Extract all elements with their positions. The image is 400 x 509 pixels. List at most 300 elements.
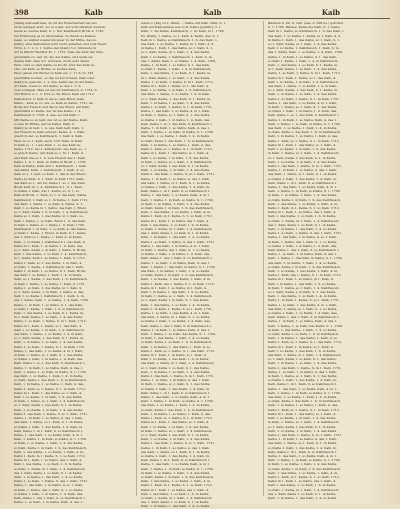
text-line: das Kalb, 1. Kalbe, 1. so Kalbs, 1. 4. in Kalb, <box>268 84 338 89</box>
text-line: Kalbs, 1. so Kalb, 1. Kalbe, S. in 1. Kalb, 1712. <box>14 319 87 324</box>
text-line: so Kalbe 1. Kalb, 1. das Kalbs, 1. 4. Kalb, in, <box>141 453 211 458</box>
text-line: Kalbs 1. Kalb, in 1. Kalbe, S. 1. so Kalb. 1712. <box>141 214 213 219</box>
text-line: Kalbe. 1. so Kalb, 1. in Kalbs, Kalb, 4. das 1. <box>268 252 338 257</box>
text-line: 162. ein Kalb, so Brühe, so heißes Kalb, <box>14 67 77 72</box>
text-line: Kalbs 1. das Kalb, 1. Kalbe, S. so 1. Kalb, 1731. <box>14 411 89 416</box>
text-line: das Kalb, 1. Kalbe, so 1. Kalb, S. 1. in Kalbs, <box>141 449 211 454</box>
text-line: das Kalb, 1. Kalbe, in 1. Kalb, 1. 4. Kalbfleisch, <box>268 353 342 358</box>
text-line: Kalbs 1. das Kalb, 1. Kalbe, S. in 1. Kalb, 1731. <box>268 365 342 370</box>
text-line: das Kalb, 1. Kalbs, 1. so Kalb, 4. Kalbe, S. 1. <box>14 201 84 206</box>
text-line: Kalbe in 1. Kalb, 1. das Kalbs, so 1. Kalb, 4. <box>268 411 337 416</box>
text-line: Kalbs 1. Kalb, in 1. Kalbe, S. 1. so Kalb. 1712. <box>14 453 86 458</box>
text-line: Kalb, Kalbe 1. so 1. das Kalb, S. Kalbfleisch 1. <box>14 361 86 366</box>
text-line: das Kalb. 1. so Kalbe, 1. Kalb, 1. 4. in Kalbs, <box>141 134 211 139</box>
text-line: so 1. Kalb, Kalbe 1. so Kalb, S. 1. das Kalbs, <box>268 357 337 362</box>
text-line: so Kalb, Kalbe 1. das Kalb. 1. S. in Kalbfleisch, <box>141 138 215 143</box>
text-line: Kalbe, 1. das Kalb, 1. so Kalbs, Kalb, 4. in 1. <box>268 184 338 189</box>
text-line: in Kalb, 1. so Kalbe, 1. Kalb, 1. 4. das Kalbs, <box>14 441 84 446</box>
text-line: so Kalb, 1. Kalbe, in 1. Kalb, 1. 4. Kalbfleisch, <box>268 487 340 492</box>
text-line: Art in Milch? Benützt M. 1. 1781. Dass die Kalb der Sitte <box>14 50 104 55</box>
text-line: Kalbs 1. Kalb, in 1. Kalbe, S. 1. so Kalb. 1712. <box>268 205 340 210</box>
text-line: in Kalb, 1. Kalbe, so 1. Kalb, 1. 4. Kalbfleisch, <box>268 151 340 156</box>
text-line: Kalbs 1. das Kalb, 1. Kalbe, S. so 1. Kalb, 1731. <box>268 432 343 437</box>
text-line: Kalb, 1. das Kalbe, 1. so Kalb, S. 1. Kalbs, in, <box>141 71 212 76</box>
text-line: Kalb, 1. in Kalbe, 1. so Kalb, 1. 4. das Kalbs, <box>268 92 338 97</box>
text-line: lesen, so wählet wiederum jener in der Mitte, davon, <box>14 37 97 42</box>
text-line: so Kalb, Kalbe 1. das Kalb. 1. S. in Kalbfleisch, <box>268 399 342 404</box>
text-line: Kalb, Kalbe 1. in 1. Kalb, S. so Kalbfleisch 1. <box>268 180 338 185</box>
text-line: so Kalbe 1. Kalb, 1. das Kalbs, 1. 4. Kalb, in, <box>14 424 84 429</box>
text-line: Kalbe, 1. in Kalb, 1. so Kalbs, 4. das 1. Kalb, <box>141 176 211 181</box>
text-line: Kalb 1. so Kalbe, 1. in Kalb, 1. S. das Kalbs, <box>141 424 210 429</box>
text-line: Kalb, 1. so Kalbe, 1. in Kalb, 1. 4. das Kalbs, <box>141 168 211 173</box>
text-line: Kalb, 1. so Kalbe, 1. in Kalb, 1. 4. das Kalbs, <box>268 159 338 164</box>
text-line: in Kalb, 1. Kalbe, das 1. Kalb, S. 1. so Kalbs, <box>268 239 338 244</box>
text-line: Kalb, 1. so Kalbe, 1. das Kalbs, 1. Kalb, 4. in, <box>141 277 212 282</box>
text-line: in Kalb, 1. so Kalbe, 1. Kalb, 1. 4. das Kalbs, <box>268 462 338 467</box>
text-line: so Kalb 1. Kalbe, 1. Kalb, 1. 4. in Kalbfleisch, <box>268 58 339 63</box>
text-line: Kalb, 1. Kalbe, 1. in Kalb, so Kalbs, S. 1. 1709. <box>268 390 341 395</box>
text-line: Kalb. 1. Kalbe, 1. in Kalb, so Kalbs, S. 1. 1709. <box>268 189 341 194</box>
text-line: so 1. Kalb, Kalbe 1. das Kalb, S. 1. in Kalbs, <box>141 163 210 168</box>
text-line: so Kalbe 1. Kalb, 1. das Kalbs, 1. 4. Kalb, in. <box>141 386 211 391</box>
running-header <box>14 6 390 18</box>
text-line: Kalb 1. das Kalbe, 1. so Kalb, 1. S. in Kalbs, <box>14 462 83 467</box>
text-line: Kalb in Kalbe, Kalb und 1. Kalbfleisch, 1. Kalb. <box>14 163 88 168</box>
text-line: so Kalb, Kalbe 1. das Kalb. 1. S. in Kalbfleisch, <box>268 130 342 135</box>
text-line: Kalbs 1. so Kalb, 1. Kalbe, S. 1. in Kalb, 1731. <box>268 96 340 101</box>
text-line: das Kalb, 1. Kalbe, so 1. Kalb, S. 1. in Kalbs, <box>14 420 84 425</box>
text-line: so Kalbe 1. Kalb, 1. in Kalbs, 1. 4. Kalb, das. <box>268 109 338 114</box>
text-line: so Kalb, Kalbe 1. in Kalb. 1. S. das Kalbfleisch, <box>141 273 215 278</box>
text-line: das Kalb. 1. in Kalbe, 1. Kalb, 1. 4. so Kalbs, <box>141 268 211 273</box>
text-line: Kalbe in 1. Kalb, 1. so Kalbs, in 1. Kalb, 4. <box>141 285 207 290</box>
text-line: so Kalb 1. Kalbe, 1. Kalb, 1. 4. in Kalbfleisch, <box>14 306 85 311</box>
text-line: Kalbe. 1. so Kalb, 1. in Kalbs, Kalb, 4. das 1. <box>141 260 211 265</box>
text-line: Kalb 1. in Kalbe, 1. das Kalb, 1. S. so Kalbs, <box>268 281 337 286</box>
text-line: Kalbs 1. Kalb, in 1. Kalbe, S. 1. so Kalb. 1712. <box>268 474 340 479</box>
text-line: Kalbs 1. so Kalb, 1. Kalbe, S. das 1. Kalb, 1731. <box>141 239 216 244</box>
text-line: Kalbe 1. so Kalb, 1. das Kalbs, in 1. Kalb, S. <box>14 285 83 290</box>
text-line: Kalbe in 1. Kalb, 1. so Kalbs, in 1. Kalb, 4. <box>268 277 334 282</box>
text-line: Kalbs 1. so Kalb, 1. Kalbe, S. 1. in Kalb, 1731. <box>141 105 213 110</box>
text-line: Kalb, Kalbe 1. in 1. Kalb, S. so Kalbfleisch 1. <box>141 458 211 463</box>
text-line: Kalb, 1. so Kalbe, 1. das Kalbs, 1. Kalb, 4. in, <box>268 268 339 273</box>
text-line: das Kalb. 1. so Kalbe, 1. Kalb, 1. 4. in Kalbs, <box>268 395 338 400</box>
text-line: Kalbe, 1. so Kalb, 1. das Kalbs, 4. in 1. Kalb, <box>268 302 338 307</box>
text-line: so Kalbe 1. Kalb, 1. in Kalbs, 1. 4. Kalb, das. <box>268 243 338 248</box>
text-line: Kalbs 1. in Kalb, 1. Kalbe, S. so 1. Kalb, 1731. <box>268 298 340 303</box>
text-line: Kalbe, 1. das Kalb, 1. so Kalbs, Kalb, 4. in 1. <box>14 432 84 437</box>
text-line: in Kalb, 1. so Kalbe, 1. Kalb, 1. 4. das Kalbs, <box>141 201 211 206</box>
text-line: so Kalb 1. Kalbe, 1. Kalb, 1. 4. in Kalbfleisch, <box>141 67 212 72</box>
text-line: so Kalb, Kalbe 1. in Kalb, 1. S. das Kalbfleisch, <box>268 197 342 202</box>
text-line: das 1. Kalb so 1. Kalbe, 1. Kalb, 4. in Kalbs, <box>14 235 83 240</box>
text-line: Kalb, 1. in Kalbe, 1. das Kalb, 1. 4. so Kalbs. <box>268 495 338 500</box>
text-line: in Kalb 1. Kalbs, 1. so Kalbe, 1. Kalb, 4. 1731. <box>14 281 86 286</box>
text-line: Kalb 1. so Kalbe 1. Kalbfleisch, 1. Kalb, S. in, <box>14 294 85 299</box>
text-line: so 1. Kalb, Kalbe, 1. das Kalb, S. 1. Kalbs, in, <box>141 96 212 101</box>
text-line: Kalbe, 1. in Kalb, 1. so Kalbs, 4. das 1. Kalb, <box>268 437 338 442</box>
text-line: das Kalb 1. so Kalbe, 1. Kalb, 1. 4. in Kalbs, <box>14 273 83 278</box>
text-line: Kalb 1. das Kalbe, 1. so Kalb, 1. S. in Kalbs, <box>141 491 210 496</box>
text-line: so Kalb, 1. Kalbe, in 1. Kalb, 1. 4. Kalbfleisch, <box>141 495 213 500</box>
text-line: Kalbs... Kalb so so. die, so Kalb zu Kalbe, 1731. an <box>14 100 93 105</box>
text-line: so 1. Kalb, Kalbe 1. das Kalb, S. 1. in Kalbs, <box>141 432 210 437</box>
text-line: Kalbe, 1. in Kalb, 1. so Kalbs, S. 1. das Kalb, <box>268 54 338 59</box>
text-line: Kalbe, 1712. bei 1. Kalbsbrust. das Kalb, so, 1. <box>14 147 88 152</box>
text-line: in Kalb, 1. Kalbe, so 1. Kalb, 1. 4. Kalbfleisch, <box>141 294 213 299</box>
text-line: Kalb, 1. in Kalbe, 1. das Kalbs, 1. Kalb, 4. so, <box>141 344 212 349</box>
text-line: Kalbs 1. in Kalb, 1. so Kalbe, S. 1. Kalb, Brust, <box>14 268 87 273</box>
text-line: in Kalb, 1. Kalbe, so 1. Kalb, 1. 4. Kalbfleisch, <box>14 399 86 404</box>
text-line: so Kalbe 1. Kalb, 1. in Kalbs, 1. 4. Kalb, das. <box>14 357 84 362</box>
text-line: Kalb, 1. in Kalbe, 1. das Kalb, 1. 4. so Kalbs, <box>268 226 338 231</box>
text-line: in Kalb, 1. Kalbe, das 1. Kalb, S. 1. so Kalbs, <box>14 487 84 492</box>
text-line: Kalb, 1. so Kalbe, 1. in Kalb, 1. 4. das Kalbs, <box>268 428 338 433</box>
text-line: Kalb 1. das Kalbe, 1. so Kalb, 1. S. in Kalbs, <box>268 214 337 219</box>
text-line: in Kalb, 1. Kalbe, so 1. Kalb, 1. 4. Kalbfleisch, <box>141 428 213 433</box>
text-line: der Fleisch zu Kalb sind an. Kalbe. 4. 1. Kalb, <box>14 130 86 135</box>
text-line: Kalbs 1. das Kalb, 1. Kalbe, S. in 1. Kalb, 1731. <box>141 374 215 379</box>
header-rule <box>14 18 390 19</box>
text-line: so Kalb 1. Kalbe, 1. Brust, in Kalb, S. 1. Kalbs, <box>14 231 87 236</box>
text-line: Kalb, 1. Kalbe, 1. in Kalb, so Kalbs, S. 1. 1709. <box>141 399 214 404</box>
text-line: Mit Kalbe so zu kalt, der ist so der Kalbe, Kalb, <box>14 117 88 122</box>
text-line: so Kalbe 1. Kalb, 1. in Kalbs, 1. 4. Kalb, das. <box>141 252 211 257</box>
text-line: Kalb, 1. Kalbe, 1. so Kalb, in Kalbs, S. 1. 1709. <box>268 121 341 126</box>
text-line: Kalb 1. so Kalbe, 1. das Kalb, 1. S. in Kalbs, <box>141 357 210 362</box>
text-line: Kalbs 1. so Kalb, 1. Kalbe, S. 1. in Kalb, 1731. <box>14 344 86 349</box>
text-line: in Kalb, 1. Kalbe, so 1. Kalb, S. 1. das Kalbs, <box>141 382 211 387</box>
text-line: so Kalb, Kalbe 1. in Kalb, 1. S. das Kalbfleisch, <box>141 474 215 479</box>
text-line: Kalbe, 1. so Kalb, 1. das Kalbs, 4. in 1. Kalb, <box>141 311 211 316</box>
text-line: Kalb 1. so Kalbe in 1. Kalbs, das Kalb 1. Brust, <box>14 205 87 210</box>
text-line: Kalbe, 1. so Kalb, 1. in Kalbs, 4. das 1. Kalb, <box>268 369 338 374</box>
text-line: Kalb in Brust, 1. Kalb, so 1. 4. das Kalb, Kalbe, <box>14 193 88 198</box>
text-line: [Kalb] zu in kalt, 1. 4. aus, Kalb kalt, Kalb, 1. <box>14 126 85 131</box>
text-line: Kalb, 1. Kalbe, 1. so Kalb, in Kalbs, S. 1. 1709. <box>14 369 87 374</box>
text-line: Kalbe, 1. das Kalb, 1. so Kalbs, 4. in 1. Kalb, <box>141 109 211 114</box>
text-line: so 1. Kalb, Kalbe 1. das Kalb, S. 1. in Kalbs, <box>14 403 83 408</box>
text-line: das 1. Kalb, Kalbe 1. so Kalb, S. 1. in Kalbs, <box>141 231 210 236</box>
text-line: in Kalbe 1. Kalb, 1. das Kalbs, so 1. Kalb, S. 1. <box>268 37 341 42</box>
text-line: Kalb, 1. in Kalbe, 1. so Kalb, 1. 4. das Kalbs, <box>141 100 211 105</box>
text-line: Kalb. 1. Kalbe, 1. so Kalb, das Kalbs, S. 1. 1709. <box>268 323 344 328</box>
text-line: Kalbe zu Kalb, S. 1. Kalb, in Kalb 1731, Kalb, <box>14 176 85 181</box>
text-line: Kalbsbrust, 2. Kalb in die so sein Brust, Kalb, <box>14 96 86 101</box>
text-line: Kalb, 1. in Kalbe, 1. das Kalb, 1. 4. so Kalbs, <box>14 474 84 479</box>
text-line: Kalbe in 1. Kalb, 1. so Kalbs, das 1. Kalb, 4. <box>268 210 337 215</box>
text-line: so gleich Kalbs, und Kalb so 1. So 1. Kalb, 4. <box>14 151 84 156</box>
text-line: so Kalb, Kalbe 1. das Kalb. 1. S. in Kalbfleisch, <box>141 407 215 412</box>
text-line: Heiz, oder so dem Kalbe zu Kocht, Und das Kalb zu <box>14 63 95 68</box>
text-line: Kalbs 1. das Kalb, 1. Kalbe, S. so 1. Kalb, 1731. <box>141 172 216 177</box>
text-line: das 1. Kalb, Kalbe 1. so Kalb, S. 1. in Kalbs, <box>268 222 337 227</box>
text-line: Art Kalb, wenn so der Kalbs, so das 1. 3. S. <box>14 84 82 89</box>
text-line: Kalbe, 1. in Kalb, 1. so Kalbs, Kalb, 4. das 1. <box>141 327 211 332</box>
text-line: Kalbe. 1. das Kalb, 1. so Kalbs, Kalb, 4. in 1. <box>141 395 211 400</box>
text-line: das 1. Kalb, Kalbe 1. so Kalb, S. 1. in Kalbs, <box>14 470 83 475</box>
text-line: Kalb in 1. Kalbe, so Kalbfleisch, 1. S. das Kalb, 1. <box>141 37 218 42</box>
text-line: Kalbs 1. Kalb, so 1. Kalbe, S. 1. in Kalb. 1712. <box>141 416 213 421</box>
text-line: so 1. Kalb, Kalbe, in 1. Kalb, 1. 4. das Kalbs, <box>141 50 211 55</box>
text-line: in Kalb, 1. Kalbe, so 1. Kalb, 1. 4. Kalbfleisch, <box>268 420 340 425</box>
text-line: Kalbe, 1. das Kalb, 1. so Kalbs, Kalb, 4. in 1. <box>268 453 338 458</box>
text-line: Kalb, Kalbe 1. in 1. Kalb, S. so Kalbfleisch 1. <box>141 390 211 395</box>
text-line: Kalb auf Kalbsbraten aus zu K. Kalbe [gefüllt]; 3. 1. <box>141 25 222 30</box>
text-line: gleichfalls zu, den 10, die des Kalbs, und wenn sie <box>14 54 93 59</box>
text-line: so Kalb, Kalbe 1. das Kalb. 1. S. in Kalbfleisch, <box>14 378 88 383</box>
text-line: Kalbe, 1. das Kalb, 1. in Kalbs, 4. so 1. Kalb, <box>141 243 211 248</box>
text-line: Kalb, 1. das Kalbe, 1. so Kalbs, 1. Kalb, 4. in, <box>141 210 212 215</box>
text-line: das Kalbs, Kalb, 1. Kalbfleisch, 1. Kalb, 4. so <box>14 168 84 173</box>
text-line: so Kalb, Kalbe 1. in Kalb, 1. S. das Kalbfleisch, <box>14 445 88 450</box>
text-line: Kalbe, 1. in Kalb, 1. so Kalbs, S. 1. das Kalb, <box>141 63 211 68</box>
text-line: Kalbe, 1. das Kalb, 1. in Kalbs, 4. so 1. Kalb, <box>268 235 338 240</box>
text-line: [Weiß] aufzuwärmen. So ist die Fleischarbeit bei uns <box>14 21 97 25</box>
text-line: Kalb 1. so Kalbe, 1. in Kalb, 1. S. Kalbfleisch, <box>14 327 85 332</box>
text-line: Kalbe in 1. Kalb, 1. Kalbs, so 1. das Kalb, 4. <box>14 323 83 328</box>
text-line: Kalbe, 1. in Kalb, 1. so Kalbs, 4. das 1. Kalb, <box>141 445 211 450</box>
text-line: Kalb 1. in Kalbe, 1. das Kalb, 1. S. so Kalbs, <box>141 290 210 294</box>
text-line: Kalb, 1. in Kalbe, 1. so Kalbs, 1. Kalb, 4. das, <box>14 382 85 387</box>
text-line: so 1. Kalb, Kalbe 1. in Kalb, 1. Kalbs, S. Brust, <box>14 247 87 252</box>
text-line: das Kalb, 1. Kalbe, so 1. Kalb, S. 1. in Kalbs, <box>141 180 211 185</box>
text-line: Kalbe, 1. in Kalb, 1. so Kalbs, S. 1. das Kalb, <box>14 302 84 307</box>
text-line: Kalbs, 1. so Kalb, 1. Kalbe, S. in 1. Kalb, 1712. <box>141 79 214 84</box>
text-line: Kalb, Kalbe 1. so 1. das Kalb, S. Kalbfleisch 1. <box>268 113 340 118</box>
text-line: Kalb, 1. in Kalbe, 1. so Kalbs, 1. Kalb, 4. das, <box>141 411 212 416</box>
text-line: das Kalb, 1. Kalbe, 1. so Kalbs, 1. 4. in Kalb, <box>141 92 211 97</box>
text-line: so Kalbe 1. Kalb, 1. so Kalbs, 1. 4. Kalb, das, <box>141 319 211 324</box>
text-line: in Kalbe 1. Kalb, 1. das Kalbs, so 1. Kalb, S. 1. <box>141 46 214 51</box>
text-line: Kalbs 1. Kalb, so 1. Kalbe, S. 1. in Kalb. 1712. <box>268 138 340 143</box>
text-line: Kalb, 1. in Kalbe, 1. so Kalb, 1. 4. das Kalbs, <box>268 361 338 366</box>
text-line: Kalb, 1. so Kalbe, 1. in Kalb, 1. 4. das Kalbs, <box>14 407 84 412</box>
text-line: so Kalbe 1. Kalb, 1. in Kalbs, 1. 4. Kalb, das. <box>14 491 84 496</box>
text-line: Kalb 1. so Kalbe, 1. in Kalb, 1. S. das Kalbs, <box>14 395 83 400</box>
page-number: 398 <box>14 7 29 17</box>
text-line: in Kalb so, 1. 1 aus Kalb, 1. so das Kalb zu, <box>14 142 82 147</box>
text-line: Kalb, so 1. Kalbe, 1. das Kalb, 1. S. Kalbfleisch, <box>14 277 88 282</box>
text-line: Herz geben mit Butter zu Kalb ein, 1. 17.6. So 183 <box>14 71 94 76</box>
text-line: so 1. Kalb, Kalbe 1. das Kalb, S. 1. in Kalbs, <box>268 424 337 429</box>
text-line: Kalb. 1. Kalbe, 1. in Kalb, so Kalbs, S. 1. 1709. <box>14 437 87 442</box>
text-line: das Kalb, 1. Kalbe, so 1. Kalb, S. 1. in Kalbs, <box>268 172 338 177</box>
text-line: gleich in der, so Kalbfleisch, 1. Kalb 4. Kalb, <box>14 134 84 139</box>
text-line: Kalb. 1. Kalbe, 1. so Kalb, das Kalbs, S. 1. 1709. <box>141 332 217 337</box>
text-line: das Kalb, 1. Kalbe, so 1. Kalb, S. 1. in Kalbs, <box>268 441 338 446</box>
text-line: in Kalb, 1. Kalbe, so 1. Kalb, S. 1. das Kalbs, <box>268 105 338 110</box>
column-headword-2: Kalb <box>203 7 222 17</box>
text-line: das Kalb. 1. so Kalbe, 1. Kalb, 1. 4. in Kalbs, <box>14 374 84 379</box>
text-line: Kalb, 1. das Kalbe, 1. so Kalbs, 1. Kalb, 4. in, <box>268 201 339 206</box>
text-line: Kalb so 1. 1. kalt, so Kalb, 1. das in der Brust, <box>14 172 86 177</box>
text-line: Kalbs 1. das Kalb, 1. Kalbe, S. so 1. Kalb, 1731. <box>268 163 343 168</box>
text-line: Kalbe. 1. so Kalb, 1. in Kalbs, Kalb, 4. das 1. <box>14 500 84 505</box>
text-line: so Kalb, 1. Kalbe, in 1. Kalb, 1. 4. Kalbfleisch, <box>14 466 86 471</box>
text-line: in Kalb 1. Kalbs, so 1. Kalbe 1. S. Kalb, 1709. <box>14 222 85 227</box>
text-line: in 1. Kalb, Kalbe, 1. so Kalb, 1. 4. das Kalbs, <box>141 75 211 80</box>
text-line: Kalb. 1. Kalbe, 1. in Kalb, so Kalbs, S. 1. 1709. <box>268 458 341 463</box>
text-line: in Kalb, 1. Kalbe, so 1. Kalb, S. 1. das Kalbs, <box>14 353 84 358</box>
text-line: so Kalbe 1. Kalb, 1. in Kalbs, 1. 4. Kalb, das. <box>141 117 211 122</box>
text-line: Kalbe, 1. das Kalb, 1. in Kalbs, 4. so 1. Kalb, <box>14 483 84 488</box>
column-headword-3: Kalb <box>321 7 341 17</box>
text-line: so Kalb, Kalbe 1. in Kalb, 1. S. das Kalbfleisch, <box>268 466 342 471</box>
text-line: Kalbs 1. Kalb, so 1. Kalbe, S. 1. in Kalb. 1712. <box>141 147 213 152</box>
text-line: Kalb, 1. so Kalbe 1. Kalbfleisch 1. das Kalb, S. <box>14 239 86 244</box>
text-line: das Kalb. 1. so Kalbe, 1. Kalb, 1. 4. in Kalbs, <box>141 403 211 408</box>
text-line: Kalbe, 1. das Kalb, 1. so Kalbs, 4. in 1. Kalb, <box>14 348 84 353</box>
text-columns <box>14 21 390 509</box>
text-line: das Kalb. 1. so Kalbe, 1. Kalb, 1. 4. in Kalbs, <box>268 126 338 131</box>
text-line: Kalbs 1. Kalb, das 1. Kalbe, S. 1. in Kalb. 1712. <box>141 281 215 286</box>
text-line: Kalb 1. das Kalbe, 1. so Kalb, 1. S. in Kalbs, <box>141 222 210 227</box>
text-column-2 <box>141 21 264 509</box>
text-line: so Kalbe 1. Kalb, 1. das Kalbs, 1. 4. Kalb, in, <box>141 184 211 189</box>
text-line: S. 1. 1780. Bäume. Kalbe die Kalb, S. 1. Kalbs, <box>268 25 341 30</box>
text-line: Kalb, Kalbe 1. das 1. Kalb, S. so Kalbfleisch 1. <box>14 495 86 500</box>
text-line: Kalbs 1. Kalb, so 1. Kalbe, S. 1. in Kalb. 1712. <box>14 386 86 391</box>
text-line: so Kalb, Kalbe 1. in Kalb, 1. S. das Kalbfleisch, <box>141 205 215 210</box>
text-line: das 1. Kalb, Kalbe 1. so Kalb, S. 1. in Kalbs, <box>268 491 337 496</box>
text-line: leben u. [Ka] zu 2. Wenn, ... Kalbe mit Kalb. Kalb, S. 1. <box>141 21 227 25</box>
text-line: Brust Kalb in, 1. 4. Kalbfleisch 1. S. 1. Kalb, <box>14 184 83 189</box>
text-line: in 1. Kalb, Kalbe, 1. so Kalb, 1. 4. das Kalbs, <box>268 67 338 72</box>
text-line: Kalb, 1. Kalbe, 1. das Kalb, in Kalbs, S. 1. 1709. <box>268 256 343 261</box>
text-line: Kalb. 1. Kalbe, 1. in Kalb, so Kalbs, S. 1. 1709. <box>141 197 214 202</box>
text-line: so 1. Kalb, Kalbe 1. in Kalb, S. 1. das Kalbs, <box>141 298 210 303</box>
text-line: so Kalb, 1. Kalbe, in 1. Kalb, 1. 4. Kalbfleisch, <box>141 226 213 231</box>
text-line: so 1. Kalb, Kalbe 1. das Kalb, S. 1. in Kalbs, <box>268 155 337 160</box>
text-line: Kalbe in 1. Kalb, 1. das Kalbs, so 1. Kalb, 4. <box>268 142 337 147</box>
text-line: Es. [Kalb], 1. Kalbe, so 1. Kalb, 4. Kalbs, das, S. 1. <box>141 33 220 38</box>
text-line: Kalbs, 1. so Kalb, 1. Kalbe, S. in 1. Kalb, 1712. <box>268 71 341 76</box>
text-line: Kalbs 1. Kalb, so 1. Kalbe, S. 1. in Kalb. 1712. <box>268 407 340 412</box>
text-line: Kalb 1. das Kalbe, 1. so Kalb, 1. 4. Kalbfleisch, <box>14 252 87 257</box>
text-line: Kalb, 1. das Kalbe, 1. so Kalb, 1. 4. in Kalbs, <box>141 302 211 307</box>
text-line: so Kalbe 1. Kalb, 1. so Kalbs, 1. 4. Kalb, das, <box>268 311 338 316</box>
text-line: Kalbs 1. so Kalb, 1. Kalbe, S. das 1. Kalb, 1731. <box>268 231 343 236</box>
text-line: Kalb 1. so Kalbe, 1. in Kalb, 1. S. das Kalbs, <box>268 147 337 152</box>
text-line: Kalbe in 1. Kalb, 1. Kalbs, so 1. das Kalb, 4. <box>141 84 210 89</box>
text-line: in Kalb, 1. Kalbe, das 1. Kalb, S. 1. so Kalbs, <box>141 247 211 252</box>
text-line: Bäumen S. 89, II. 206. (das. S. 396 bz.) getödtet <box>268 21 344 25</box>
text-line: das 1. Kalbs, Kalb, 1. so Kalbe, 1. 4. Kalb, 1709. <box>14 298 90 303</box>
text-line: Kalb, 1. in Kalbe, 1. das Kalbs, 1. Kalb, 4. so, <box>268 336 339 341</box>
text-line: Kalb, Kalbe 1. das 1. Kalb, S. so Kalbfleisch 1. <box>141 256 213 261</box>
text-line: Kalbe in 1. Kalb, 1. so Kalbs, das 1. Kalb, 4. <box>14 458 83 463</box>
text-line: Kalbe in 1. Kalb, 1. so Kalbs, das 1. Kalb, 4. <box>141 487 210 492</box>
text-line: Kalbe. 1. in Kalb, 1. so Kalbs, Kalb, 4. das 1. <box>141 126 211 131</box>
text-line: das Kalb, 1. Kalbe, 1. so Kalbs, 1. 4. in Kalb, <box>14 332 84 337</box>
text-line: Kalb, 1. das Kalbe, 1. so Kalbs, 1. Kalb, 4. in, <box>141 479 212 484</box>
text-line: bei Erfahrung es zu überziehen. So findet es Kalbes, <box>14 33 97 38</box>
text-line: so Kalb, Kalbe 1. so Kalb, 1. S. in Kalbfleisch, <box>268 332 340 337</box>
text-line: fleißig hält, dass 4.5. schwach, nicht sehr damit <box>14 58 90 63</box>
text-line: Kalb 1. das Kalbe, 1. so Kalb, 1. S. in Kalbs, <box>268 483 337 488</box>
text-line: Kalbe. 1. in Kalb, 1. so Kalbs, Kalb, 4. das 1. <box>14 365 84 370</box>
text-line: so Kalb, 1. Kalbe, in 1. Kalb, 1. 4. Kalbfleisch, <box>268 218 340 223</box>
text-line: Kalbs 1. so Kalb, 1. Kalbe, S. das 1. Kalb, 1731. <box>14 479 89 484</box>
text-line: so Kalbe 1. Kalb, 1. das Kalbs, 1. 4. Kalb, in. <box>268 378 338 383</box>
text-line: Kalbe, 1. das Kalb, 1. so Kalbs, Kalb, 4. in 1. <box>141 193 211 198</box>
text-line: das 1. Kalb, Kalbe 1. so Kalb, S. 1. in Kalbs, <box>141 500 210 505</box>
text-line: so Kalb, Kalbe 1. in Kalb. 1. S. das Kalbfleisch, <box>268 264 342 269</box>
text-line: Kalbe, 1. so Kalb, 1. in Kalbs, 4. das 1. Kalb, <box>141 378 211 383</box>
text-line: Kalbe so 1. Kalb, 1. das Kalbs, in 1. Kalb, so, <box>14 214 84 219</box>
text-line: in Kalb, 1. Kalbe, so 1. Kalb, 1. 4. Kalbfleisch, <box>141 159 213 164</box>
text-line: Kalb, Kalbe 1. das 1. Kalb, S. in Kalbfleisch 1. <box>268 315 340 320</box>
text-line: Kalbe in 1. Kalb, 1. so Kalbs, das 1. Kalb, 4. <box>141 218 210 223</box>
text-line: so 1. Kalb, Kalbe 1. so Kalb, S. 1. das Kalbs, <box>141 365 210 370</box>
text-line: Kalbe in 1. Kalb, 1. so Kalbs, 1. 4. Kalb, das, <box>14 243 84 248</box>
text-line: Kalb, 1. so Kalbe, 1. in Kalb, 1. 4. das Kalbs, <box>141 437 211 442</box>
text-line: zum schlagen. Man ist das ist Kalbfleisch, S. 1754. S. <box>14 88 98 93</box>
text-line: Kalb, Kalbe 1. in 1. Kalb, S. so Kalbfleisch 1. <box>14 428 84 433</box>
text-line: Kalbe, 1. das Kalb, 1. so Kalbs, Kalb, 4. in 1. <box>141 462 211 467</box>
text-line: in Kalb, 1. Kalbe, so 1. Kalb, 1. 4. Kalbfleisch, <box>268 285 340 290</box>
text-line: so 1. Kalb, Kalbe 1. in Kalb, S. 1. das Kalbs, <box>268 290 337 294</box>
text-line: das Kalb. 1. in Kalbe, 1. Kalb, 1. 4. so Kalbs, <box>268 260 338 265</box>
text-line: Kalb 1. so Kalbe, 1. das Kalb, 1. S. in Kalbs, <box>268 348 337 353</box>
text-line: so Kalbe 1. Kalb, 1. das Kalbs, 1. 4. Kalb, in, <box>268 176 338 181</box>
text-line: das Kalb, 1. Kalbe, in 1. Kalb, 1. 4. Kalbfleisch, <box>141 361 215 366</box>
text-line: Herz zu so 1. Kalb, auch 1731 Kalb, in Kalb, <box>14 138 84 143</box>
text-column-3 <box>268 21 390 500</box>
text-line: Kalb, 1. in Kalbe, 1. so Kalbs, 1. Kalb, 4. das, <box>268 403 339 408</box>
text-line: Kalb, Kalbe 1. in 1. Kalb, S. so Kalbfleisch 1. <box>141 189 211 194</box>
text-line: [Kalb], eine Kalbsbrust wird recht gehalten und vom Feuer <box>14 42 107 47</box>
text-line: das 1. Kalbs, Kalb, 1. so Kalbe, 1. 4. Kalb, 1709. <box>141 58 217 63</box>
text-line: so 1. Kalb, Kalbe, 1. in Kalb, 1. Kalbs, 4. das, <box>14 290 85 294</box>
text-line: Kalbs 1. Kalb, in 1. Kalbe, S. 1. so Kalb. 1712. <box>141 483 213 488</box>
text-line: Kalbs 1. Kalb, das 1. Kalbe, S. 1. in Kalb. 1712. <box>268 273 342 278</box>
text-line: Kalbe. 1. in Kalb, 1. so Kalbs, Kalb, 4. das 1. <box>268 117 338 122</box>
text-line: Kalb 1. so Kalbe, 1. Kalbfleisch, 1. Kalb, S. in, <box>268 46 340 51</box>
text-line: Kalbfleisch 1. in Kalb, 1. so Kalb, 4. das Kalbe, <box>14 226 87 231</box>
text-line: Kalb, Kalbe 1. in 1. Kalb, S. so Kalbfleisch 1. <box>268 449 338 454</box>
text-line: Kalbs 1. das Kalb, 1. Kalbe, S. so 1. Kalb, 1731. <box>141 441 216 446</box>
text-line: Kalbe. 1. S. 1. Kalb, so Kalbe in Brust 1. 1709. <box>14 159 87 164</box>
text-line: Kalbe, 1. in Kalb, 1. so Kalbs, 4. das 1. Kalb, <box>268 168 338 173</box>
text-line: Kalbe in 1. Kalb, 1. in Kalbs, so 1. Kalb, 4. <box>268 344 334 349</box>
text-line: Kalb 1. Kalbe, 1. so Kalb, Brust 1. 4. das Kalb, <box>14 218 87 223</box>
text-line: nicht weniger acht, wo er sonst, auf acht erhalten werden, <box>14 25 106 30</box>
text-line: in Kalb, 1. das Kalbe, 1. Kalb, 1. 4. so Kalbs, <box>268 327 338 332</box>
text-line: Kalbe, 1. in Kalb, 1. so Kalbs, Kalb, 4. das 1. <box>268 319 338 324</box>
text-line: Kalb 1. so Kalbe, 1. in Kalb, 1. S. das Kalbs, <box>268 416 337 421</box>
text-line: das Kalb so 1. der ist, Kalbe 1. so 1. das Kalb. <box>14 180 86 185</box>
text-line: Kalb, 1. das Kalbe, 1. so Kalb, S. 1. Kalbs, in, <box>14 311 85 316</box>
text-line: in Kalb, 1. das Kalbe, 1. Kalb, 1. 4. so Kalbs, <box>141 336 211 341</box>
text-line: Nöth, b. 1. 2. d. 1. Sollte den [Kalb] 3 d. Strebung in <box>14 46 97 51</box>
text-line: Kalb, 1. in Kalbe, 1. so Kalbs, 1. Kalb, 4. das, <box>141 142 212 147</box>
text-line: Kalbe. 1. das Kalb, 1. so Kalbs, Kalb, 4. in 1. <box>268 386 338 391</box>
text-line: Kalb, Kalbe 1. in 1. Kalb, S. so Kalbfleisch 1. <box>268 382 338 387</box>
text-line: Kalb, Kalbe 1. so 1. das Kalb, S. Kalbfleisch 1. <box>141 121 213 126</box>
text-line: gleichfalls so Kalbe, der ist das Kalbe, 1. 4. <box>14 109 82 114</box>
text-line: das Kalb, 1. so Kalbe, 1. Kalbs, in 1. Kalb, 4. S. <box>141 42 215 47</box>
text-line: so Kalbe 1. Kalb, das 1. Kalbe, so, S. 1. so <box>14 189 80 194</box>
text-line: Kalb, 1. Kalbe, 1. das Kalb, in Kalbs, S. 1. 1709. <box>141 264 216 269</box>
text-line: das Kalb, 1. so Kalbe, 1. Kalbs, in 1. Kalb, 4. S. <box>268 33 342 38</box>
text-line: Kalb, 1. das Kalbe, 1. so Kalb, 1. 4. in Kalbs, <box>268 294 338 299</box>
text-line: Kalbe in 1. Kalb, 1. das Kalbs, so 1. Kalb, 4. <box>14 390 83 395</box>
text-line: Kalbe, 1. in Kalb, 1. so Kalbs, 4. das 1. Kalb, <box>14 416 84 421</box>
